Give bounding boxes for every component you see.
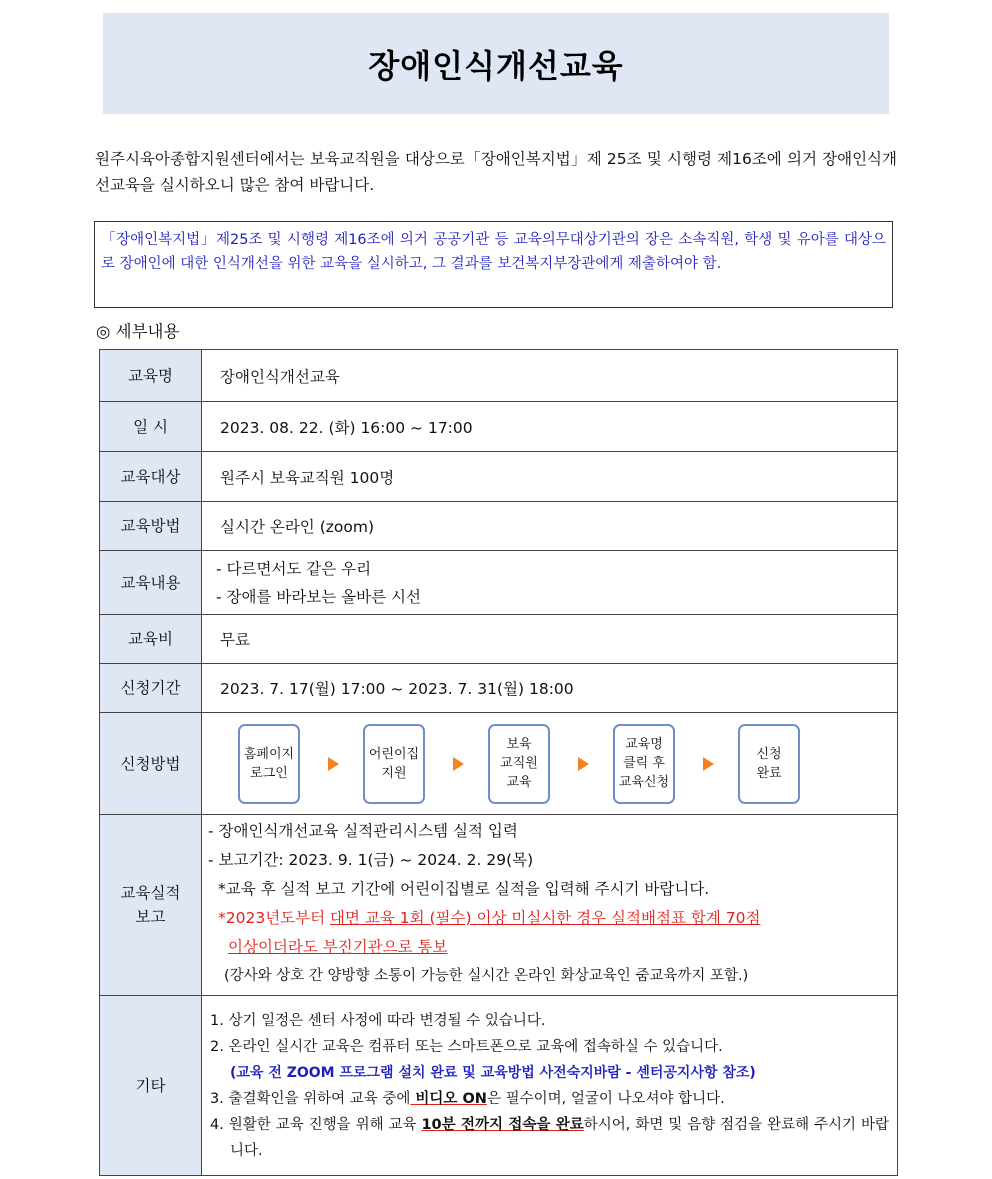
label-date: 일 시: [100, 402, 202, 452]
row-fee: [100, 615, 898, 664]
value-apply: [202, 713, 898, 815]
apply-flow: [202, 714, 897, 814]
step-3-line-2: 교직원: [500, 756, 538, 771]
content-line-1: - 다르면서도 같은 우리: [216, 559, 372, 578]
content-line-2: - 장애를 바라보는 올바른 시선: [216, 587, 421, 606]
section-heading: ◎ 세부내용: [96, 322, 180, 341]
arrow-right-icon: [703, 757, 714, 771]
etc-item-4-bold: 10분 전까지 접속을 완료: [421, 1116, 584, 1133]
law-notice-box: 「장애인복지법」제25조 및 시행령 제16조에 의거 공공기관 등 교육의무대상기관의 장은 소속직원, 학생 및 유아를 대상으로 장애인에 대한 인식개선을 위한 교육을 실시하고, 그 결과를 보건복지부장관에게 제출하여야 함.: [94, 221, 893, 308]
arrow-right-icon: [328, 757, 339, 771]
step-click-apply: [613, 724, 675, 804]
value-period: 2023. 7. 17(월) 17:00 ~ 2023. 7. 31(월) 18:00: [202, 664, 898, 713]
row-method: [100, 502, 898, 551]
label-report-line-2: 보고: [135, 908, 166, 926]
step-5-line-2: 완료: [756, 765, 782, 781]
value-target: 원주시 보육교직원 100명: [202, 452, 898, 502]
etc-item-4-prefix: 4. 원활한 교육 진행을 위해 교육: [210, 1116, 422, 1133]
label-etc: 기타: [100, 996, 202, 1176]
step-staff-education: [488, 724, 550, 804]
value-method: 실시간 온라인 (zoom): [202, 502, 898, 551]
row-etc: [100, 996, 898, 1176]
label-period: 신청기간: [100, 664, 202, 713]
report-line-5-underlined: 이상이더라도 부진기관으로 통보: [228, 938, 448, 956]
report-line-4-prefix: *2023년도부터: [218, 909, 331, 927]
report-line-4-underlined: 대면 교육 1회 (필수) 이상 미실시한 경우 실적배점표 합계 70점: [330, 909, 761, 927]
report-line-1: - 장애인식개선교육 실적관리시스템 실적 입력: [208, 822, 518, 840]
step-3-line-1: 보육: [506, 737, 532, 752]
label-apply: 신청방법: [100, 713, 202, 815]
step-4-line-3: 교육신청: [618, 775, 670, 790]
etc-item-4: [210, 1112, 889, 1164]
row-apply: [100, 713, 898, 815]
row-period: [100, 664, 898, 713]
report-line-5: [208, 933, 897, 962]
step-1-line-1: 홈페이지: [243, 746, 295, 762]
etc-item-2: 2. 온라인 실시간 교육은 컴퓨터 또는 스마트폰으로 교육에 접속하실 수 있습니다.: [210, 1038, 723, 1055]
arrow-right-icon: [453, 757, 464, 771]
etc-item-4-suffix: 하시어, 화면 및 음향 점검을 완료해 주시기 바랍니다.: [230, 1116, 889, 1159]
label-report: [100, 815, 202, 996]
label-fee: 교육비: [100, 615, 202, 664]
row-target: [100, 452, 898, 502]
row-date: [100, 402, 898, 452]
label-content: 교육내용: [100, 551, 202, 615]
row-name: [100, 350, 898, 402]
step-2-line-2: 지원: [381, 765, 407, 781]
etc-item-3: [210, 1086, 889, 1112]
etc-item-1: 1. 상기 일정은 센터 사정에 따라 변경될 수 있습니다.: [210, 1012, 546, 1029]
step-5-line-1: 신청: [756, 746, 782, 762]
value-date: 2023. 08. 22. (화) 16:00 ~ 17:00: [202, 402, 898, 452]
step-1-line-2: 로그인: [250, 765, 288, 781]
step-3-line-3: 교육: [506, 775, 532, 790]
label-target: 교육대상: [100, 452, 202, 502]
step-complete: [738, 724, 800, 804]
step-daycare-support: [363, 724, 425, 804]
value-etc: [202, 996, 898, 1176]
etc-item-3-prefix: 3. 출결확인을 위하여 교육 중에: [210, 1090, 411, 1107]
step-4-line-1: 교육명: [625, 737, 663, 752]
report-line-2: - 보고기간: 2023. 9. 1(금) ~ 2024. 2. 29(목): [208, 851, 534, 869]
label-name: 교육명: [100, 350, 202, 402]
value-content: [202, 551, 898, 615]
etc-item-3-bold: 비디오 ON: [410, 1090, 487, 1107]
report-line-3: *교육 후 실적 보고 기간에 어린이집별로 실적을 입력해 주시기 바랍니다.: [218, 880, 710, 898]
report-line-6: (강사와 상호 간 양방향 소통이 가능한 실시간 온라인 화상교육인 줌교육까지 포함.): [224, 968, 749, 984]
label-method: 교육방법: [100, 502, 202, 551]
arrow-right-icon: [578, 757, 589, 771]
value-report: [202, 815, 898, 996]
etc-item-2-note: (교육 전 ZOOM 프로그램 설치 완료 및 교육방법 사전숙지바람 - 센터공지사항 참조): [230, 1064, 756, 1081]
row-content: [100, 551, 898, 615]
title-banner: [103, 13, 889, 114]
etc-item-3-suffix: 은 필수이며, 얼굴이 나오셔야 합니다.: [486, 1090, 725, 1107]
label-report-line-1: 교육실적: [120, 884, 181, 902]
value-name: 장애인식개선교육: [202, 350, 898, 402]
report-line-4: [208, 904, 897, 933]
value-fee: 무료: [202, 615, 898, 664]
step-homepage-login: [238, 724, 300, 804]
step-2-line-1: 어린이집: [368, 746, 420, 762]
page-title: 장애인식개선교육: [368, 46, 624, 85]
details-table: [99, 349, 898, 1176]
intro-paragraph: 원주시육아종합지원센터에서는 보육교직원을 대상으로「장애인복지법」제 25조 및 시행령 제16조에 의거 장애인식개선교육을 실시하오니 많은 참여 바랍니다.: [95, 150, 897, 194]
step-4-line-2: 클릭 후: [623, 756, 665, 771]
row-report: [100, 815, 898, 996]
